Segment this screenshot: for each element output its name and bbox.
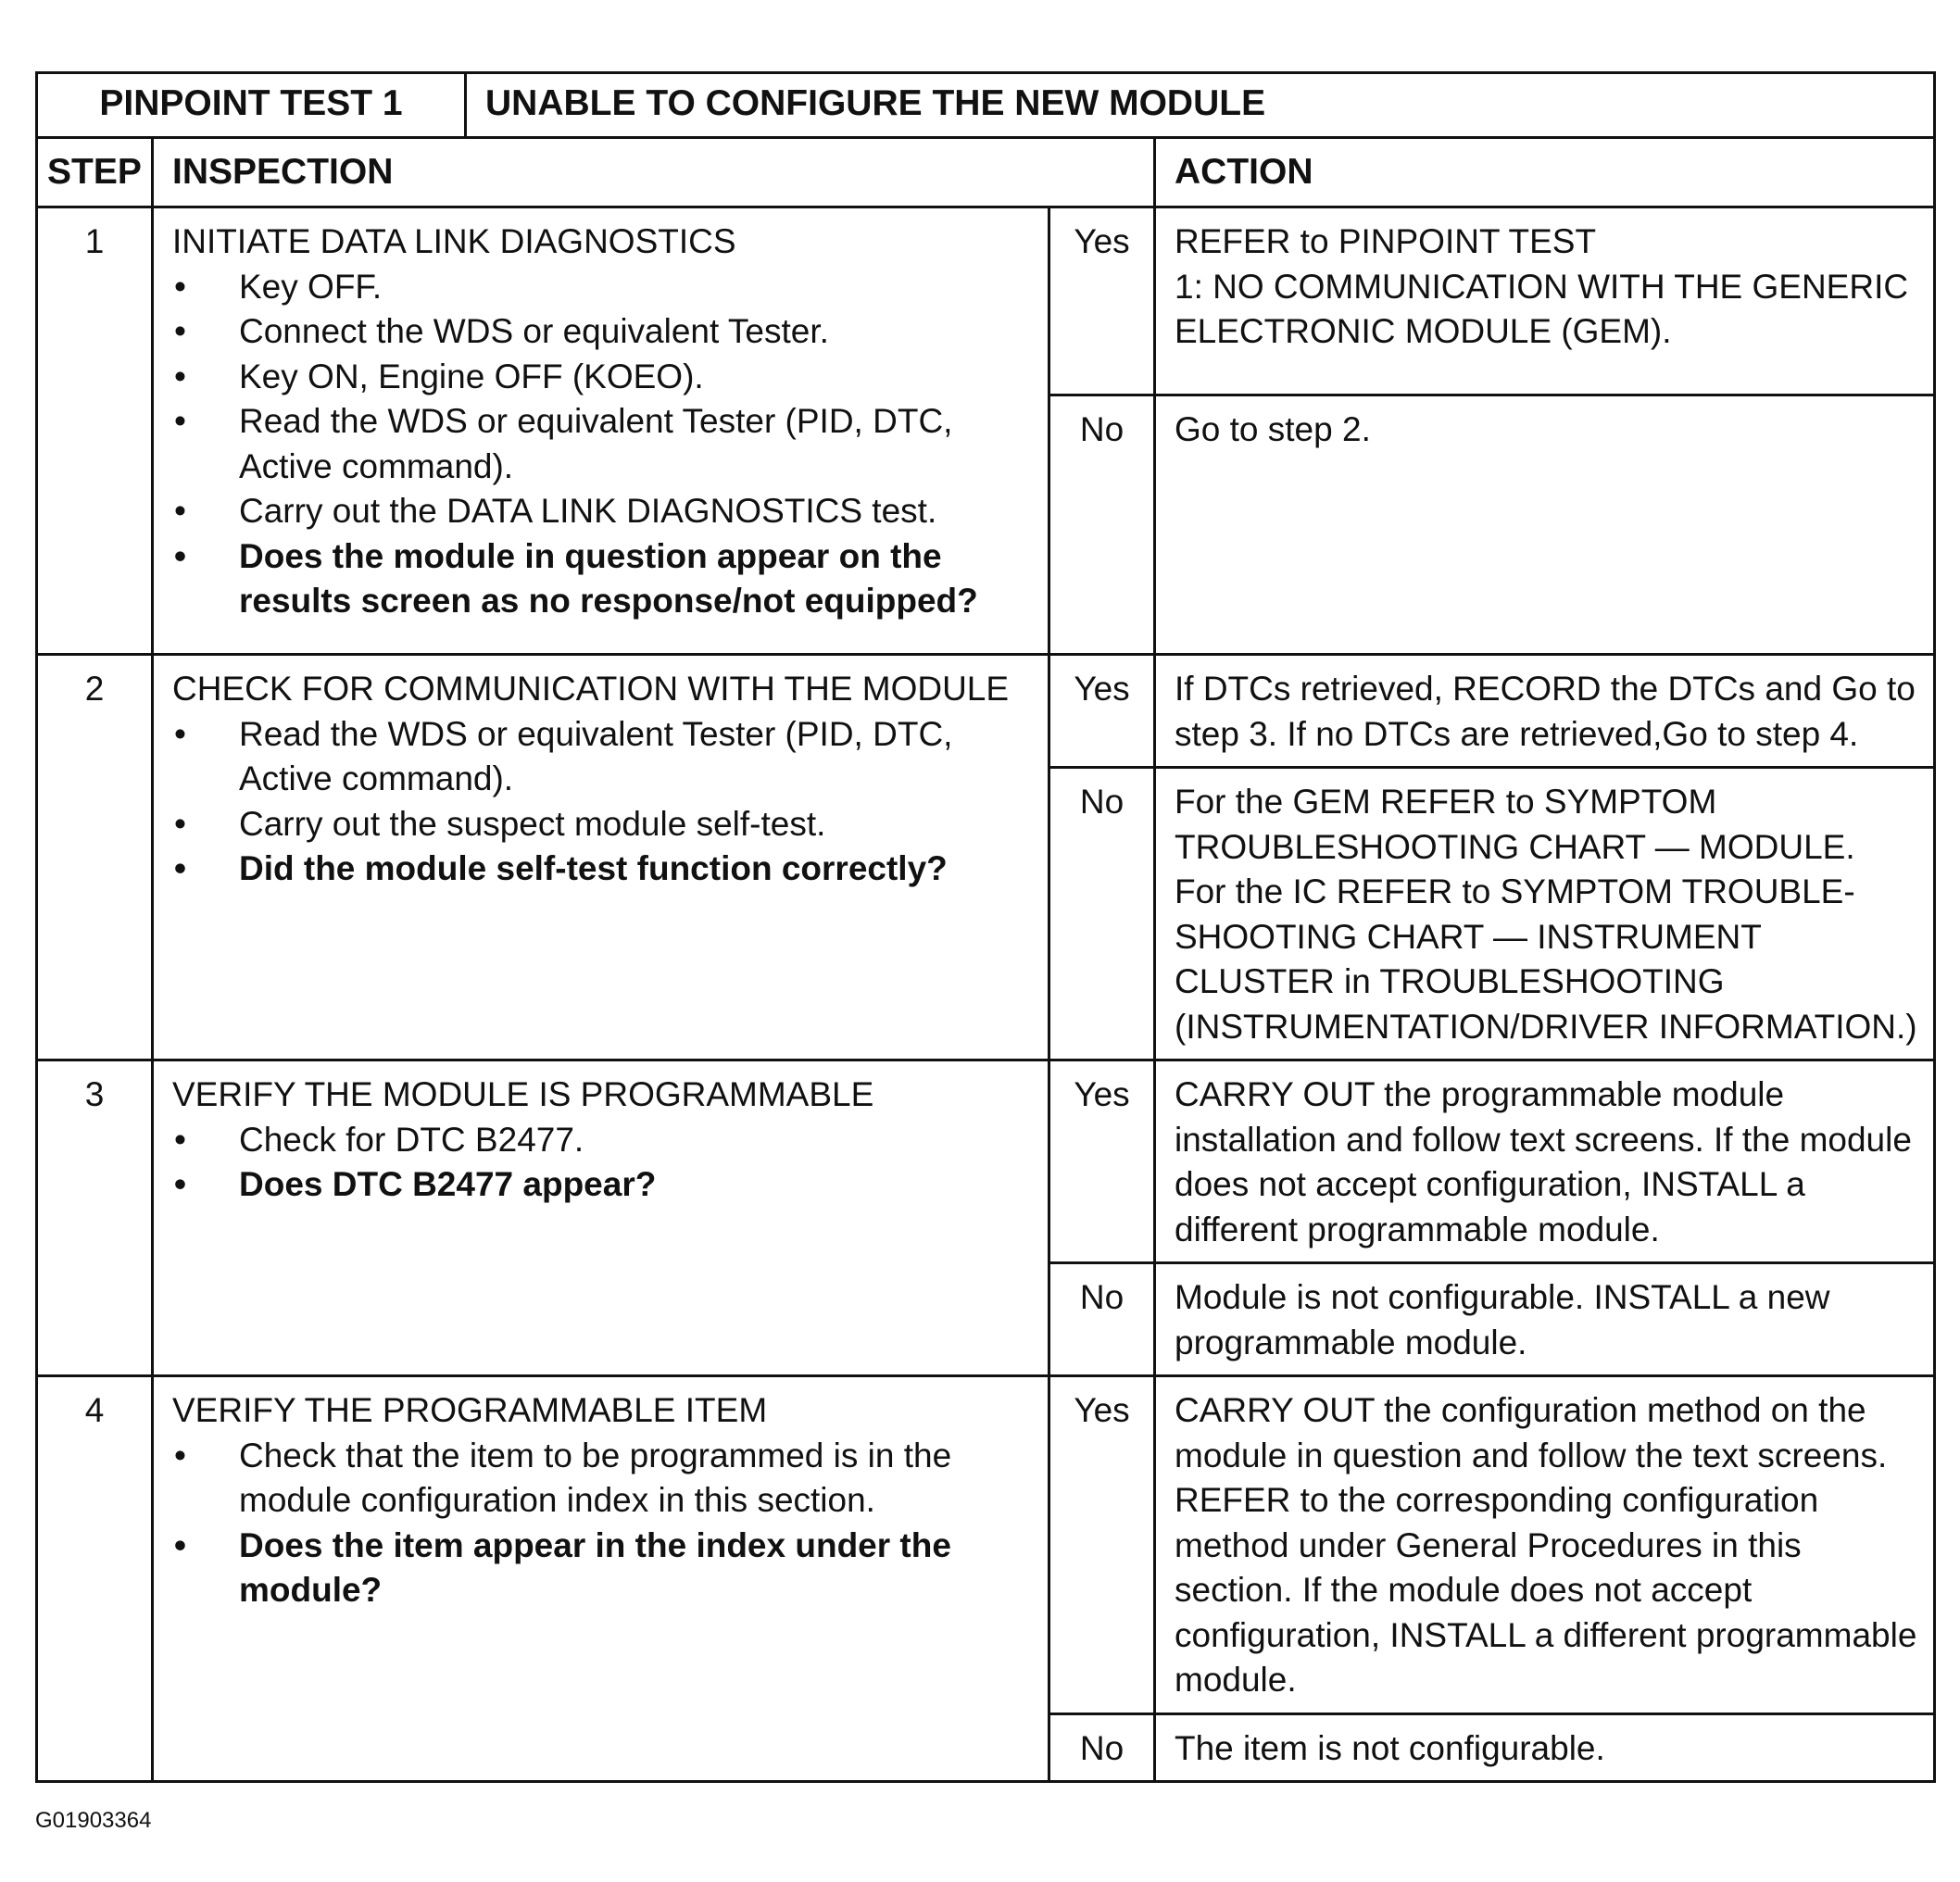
no-action-text: Module is not configurable. INSTALL a new programmable module.	[1175, 1278, 1830, 1361]
no-action-text: The item is not configurable.	[1175, 1728, 1605, 1767]
column-header-row	[37, 138, 1935, 207]
step-1-yes-row	[37, 207, 1935, 395]
inspection-question: • Does the item appear in the index under the module?	[172, 1524, 1038, 1613]
bullet-item: • Key OFF.	[172, 265, 1038, 310]
yes-action	[1155, 1376, 1935, 1714]
yes-action-text: REFER to PINPOINT TEST 1: NO COMMUNICATION WITH THE GENERIC ELECTRONIC MODULE (GEM).	[1175, 222, 1909, 350]
yes-label: Yes	[1049, 1376, 1155, 1714]
column-header-step: STEP	[37, 138, 153, 207]
inspection-bullets	[172, 265, 1038, 624]
yes-label: Yes	[1049, 655, 1155, 768]
no-action-text: Go to step 2.	[1175, 410, 1371, 448]
inspection-title: CHECK FOR COMMUNICATION WITH THE MODULE	[172, 670, 1010, 708]
pinpoint-test-table	[35, 71, 1936, 1783]
bullet-item: • Connect the WDS or equivalent Tester.	[172, 309, 1038, 355]
step-2-yes-row	[37, 655, 1935, 768]
inspection-question: • Does the module in question appear on the results screen as no response/not equipped?	[172, 534, 1038, 624]
step-3-yes-row	[37, 1060, 1935, 1263]
yes-action-text: CARRY OUT the configuration method on the module in question and follow the text screens. REFER to the corresponding configuration method under General Procedures in this section. If the module does not accept configuration, INSTALL a different programmable module.	[1175, 1391, 1917, 1699]
step-2-inspection	[153, 655, 1049, 1060]
yes-action	[1155, 207, 1935, 395]
no-label: No	[1049, 395, 1155, 655]
inspection-question: • Does DTC B2477 appear?	[172, 1162, 1038, 1208]
bullet-item: • Key ON, Engine OFF (KOEO).	[172, 355, 1038, 400]
yes-action	[1155, 655, 1935, 768]
figure-id: G01903364	[35, 1808, 152, 1833]
no-action-text: For the GEM REFER to SYMPTOM TROUBLESHOOTING CHART — MODULE. For the IC REFER to SYMPTOM TROUBLE-SHOOTING CHART — INSTRUMENT CLUSTER in TROUBLESHOOTING (INSTRUMENTATION/DRIVER INFORMATION.)	[1175, 783, 1917, 1046]
yes-action-text: If DTCs retrieved, RECORD the DTCs and Go to step 3. If no DTCs are retrieved,Go to step 4.	[1175, 670, 1916, 753]
bullet-item: • Carry out the suspect module self-test.	[172, 802, 1038, 847]
yes-label: Yes	[1049, 207, 1155, 395]
test-header-row	[37, 73, 1935, 138]
bullet-item: • Check for DTC B2477.	[172, 1118, 1038, 1163]
yes-action	[1155, 1060, 1935, 1263]
no-action	[1155, 1713, 1935, 1782]
no-action	[1155, 1263, 1935, 1376]
step-3-inspection	[153, 1060, 1049, 1376]
yes-action-text: CARRY OUT the programmable module installation and follow text screens. If the module does not accept configuration, INSTALL a different programmable module.	[1175, 1075, 1912, 1248]
step-4-inspection	[153, 1376, 1049, 1782]
no-label: No	[1049, 1713, 1155, 1782]
inspection-bullets	[172, 712, 1038, 892]
inspection-bullets	[172, 1118, 1038, 1208]
bullet-item: • Read the WDS or equivalent Tester (PID, DTC, Active command).	[172, 399, 1038, 489]
column-header-inspection: INSPECTION	[153, 138, 1155, 207]
no-label: No	[1049, 1263, 1155, 1376]
inspection-bullets	[172, 1434, 1038, 1613]
inspection-title: INITIATE DATA LINK DIAGNOSTICS	[172, 222, 736, 260]
step-number: 4	[37, 1376, 153, 1782]
yes-label: Yes	[1049, 1060, 1155, 1263]
step-1-inspection	[153, 207, 1049, 655]
step-number: 1	[37, 207, 153, 655]
step-number: 3	[37, 1060, 153, 1376]
inspection-title: VERIFY THE MODULE IS PROGRAMMABLE	[172, 1075, 874, 1113]
inspection-question: • Did the module self-test function correctly?	[172, 847, 1038, 892]
bullet-item: • Carry out the DATA LINK DIAGNOSTICS test.	[172, 489, 1038, 534]
column-header-action: ACTION	[1155, 138, 1935, 207]
step-4-yes-row	[37, 1376, 1935, 1714]
test-title: UNABLE TO CONFIGURE THE NEW MODULE	[466, 73, 1935, 138]
bullet-item: • Check that the item to be programmed is in the module configuration index in this section.	[172, 1434, 1038, 1524]
test-label: PINPOINT TEST 1	[37, 73, 466, 138]
step-number: 2	[37, 655, 153, 1060]
no-action	[1155, 768, 1935, 1060]
no-action	[1155, 395, 1935, 655]
no-label: No	[1049, 768, 1155, 1060]
bullet-item: • Read the WDS or equivalent Tester (PID, DTC, Active command).	[172, 712, 1038, 802]
inspection-title: VERIFY THE PROGRAMMABLE ITEM	[172, 1391, 768, 1429]
